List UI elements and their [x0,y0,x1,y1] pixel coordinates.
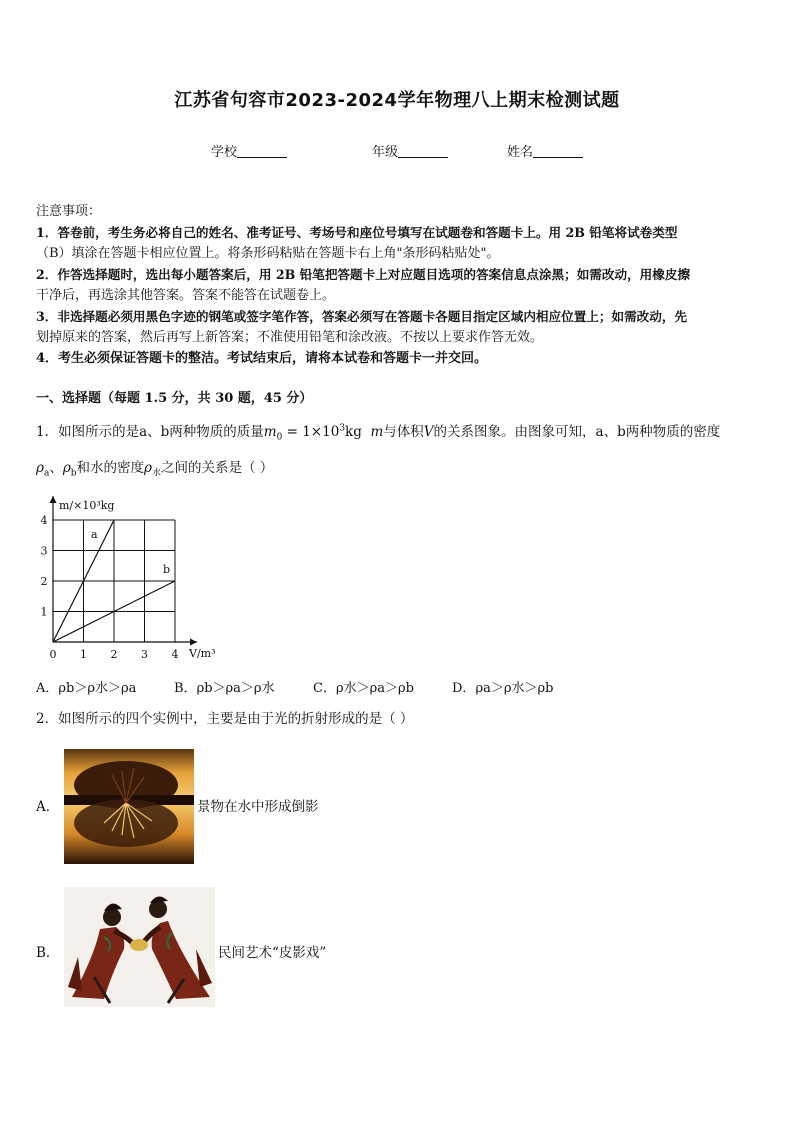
rho-water: ρ [144,460,152,476]
option-letter: D． [452,681,476,696]
notice-line-5: 3．非选择题必须用黑色字迹的钢笔或签字笔作答，答案必须写在答题卡各题目指定区域内相应位置上；如需改动，先 [36,309,688,324]
x-tick-label: 4 [171,648,179,661]
rho-b: ρ [62,460,71,476]
y-tick-label: 3 [40,544,48,558]
q1-text-a: 1．如图所示的是a、b两种物质的质量 [36,424,264,440]
school-blank [237,157,287,158]
chart-labels [41,499,216,661]
notice-line-3: 2．作答选择题时，选出每小题答案后，用 2B 铅笔把答题卡上对应题目选项的答案信息点涂黑；如需改动，用橡皮擦 [36,267,691,282]
page-title: 江苏省句容市2023-2024学年物理八上期末检测试题 [174,90,620,111]
school-field [211,141,287,160]
x-axis-label: V/m³ [189,647,216,660]
q1-stem-line2 [36,456,273,479]
shadow-puppet-image [64,887,215,1007]
q2-option-b-caption: 民间艺术“皮影戏” [218,945,327,961]
series-label-a: a [91,528,98,541]
q2-stem: 2．如图所示的四个实例中，主要是由于光的折射形成的是（ ） [36,711,414,727]
rho-a-sub: a [43,468,50,479]
q1-v-var: V [423,424,434,440]
name-label: 姓名 [507,145,534,160]
q1-stem-line1 [36,420,720,443]
q1-sep: 、 [49,460,63,476]
school-label: 学校 [211,145,238,160]
y-tick-label: 1 [40,605,48,619]
y-tick-label: 2 [40,575,48,588]
q1-option-a[interactable] [36,677,136,696]
q1-eq: = 1×10 [282,424,340,440]
name-blank [533,157,583,158]
x-tick-label: 0 [49,648,57,661]
q1-m-var: m [370,424,384,440]
option-letter: B． [174,681,197,696]
q2-option-b-letter[interactable]: B． [36,945,60,961]
grade-field [372,141,448,160]
q1-option-b[interactable] [174,677,275,696]
q1-text-b: 与体积 [383,424,424,440]
q2-option-a-letter[interactable]: A． [36,799,60,815]
q1-m0-sub: 0 [276,432,283,443]
q1-text-d: 和水的密度 [76,460,145,476]
name-field [507,141,583,160]
q2-option-a-caption: 景物在水中形成倒影 [197,799,319,815]
reflection-image [64,743,194,864]
rho-water-sub: 水 [151,468,161,479]
q1-m0: m [263,424,277,440]
notice-heading: 注意事项： [36,204,102,219]
option-letter: C． [313,681,336,696]
y-axis-label: m/×10³kg [59,499,115,512]
chart-grid [53,520,175,642]
q1-text-c: 的关系图象。由图象可知，a、b两种物质的密度 [433,424,721,440]
option-text: ρb＞ρa＞ρ水 [196,681,275,696]
option-text: ρ水＞ρa＞ρb [335,681,414,696]
series-label-b: b [163,563,171,576]
rho-b-sub: b [70,468,77,479]
x-tick-label: 3 [141,648,148,661]
q1-text-e: 之间的关系是（ ） [160,460,274,476]
q1-eq-sup: 3 [339,423,346,434]
q1-option-c[interactable] [313,677,414,696]
notice-line-6: 划掉原来的答案，然后再写上新答案；不准使用铅笔和涂改液。不按以上要求作答无效。 [36,330,544,345]
x-tick-label: 1 [80,648,87,661]
y-tick-label: 4 [40,514,48,527]
notice-line-7: 4．考生必须保证答题卡的整洁。考试结束后，请将本试卷和答题卡一并交回。 [36,351,488,366]
x-tick-label: 2 [110,648,118,661]
section-heading: 一、选择题（每题 1.5 分，共 30 题，45 分） [36,391,313,406]
notice-line-2: （B）填涂在答题卡相应位置上。将条形码粘贴在答题卡右上角"条形码粘贴处"。 [36,246,500,261]
grade-label: 年级 [372,145,399,160]
rho-a: ρ [36,460,44,476]
q1-unit: kg [345,424,362,440]
notice-line-4: 干净后，再选涂其他答案。答案不能答在试题卷上。 [36,288,336,303]
grade-blank [398,157,448,158]
q1-option-d[interactable] [452,677,553,696]
mass-volume-chart [30,488,230,668]
option-letter: A． [36,681,59,696]
option-text: ρa＞ρ水＞ρb [475,681,554,696]
notice-line-1: 1．答卷前，考生务必将自己的姓名、准考证号、考场号和座位号填写在试题卷和答题卡上。用 2B 铅笔将试卷类型 [36,225,678,240]
option-text: ρb＞ρ水＞ρa [58,681,137,696]
